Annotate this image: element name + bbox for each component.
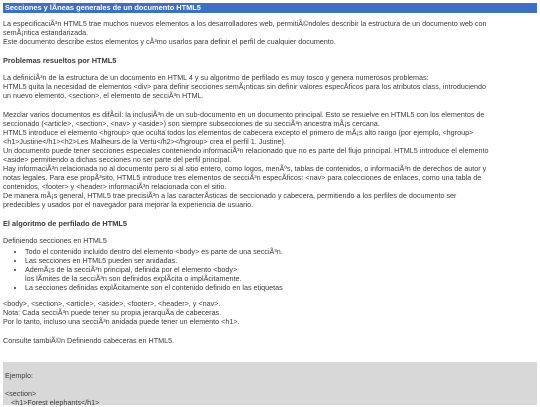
paragraph-line: La definiciÃ³n de la estructura de un documento en HTML 4 y su algoritmo de perfilado es muy tosco y genera numerosos problemas: [3,73,429,82]
list-item [25,256,535,265]
intro-line: La especificaciÃ³n HTML5 trae muchos nuevos elementos a los desarrolladores web, permitiÃ©ndoles describir la estructura de un documento web con [3,19,487,28]
page-title: Secciones y lÃneas generales de un documento HTML5 [5,3,201,12]
paragraph-line: predecibles y usados por el navegador para mejorar la experiencia de usuario. [3,200,254,209]
intro-paragraph [3,19,535,46]
tags-note-paragraph [3,299,535,326]
paragraph-line: Mezclar varios documentos es difÃcil: la inclusiÃ³n de un sub-documento en un documento principal. Esto se resuelve en HTML5 con los elementos de [3,110,485,119]
list-item-text: Todo el contenido incluido dentro del elemento <body> es parte de una secciÃ³n. [25,247,283,256]
paragraph-line: <aside> permitiendo a dichas secciones no ser parte del perfil principal. [3,155,232,164]
paragraph-line: De manera mÃ¡s general, HTML5 trae precisiÃ³n a las caracterÃsticas de seccionado y cabecera, permitiendo a los perfiles de documento ser [3,191,457,200]
paragraph-line: Nota: Cada secciÃ³n puede tener su propia jerarquÃa de cabeceras. [3,308,222,317]
example-label: Ejemplo: [5,371,33,380]
paragraph-line: Hay informaciÃ³n relacionada no al documento pero si al sitio entero, como logos, menÃºs, tablas de contenidos, o informaciÃ³n de derechos de autor y [3,164,487,173]
paragraph-line: un nuevo elemento, <section>, el elemento de secciÃ³n HTML. [3,91,204,100]
list-item [25,265,535,283]
see-also-link[interactable]: Consulte tambiÃ©n Definiendo cabeceras en HTML5. [3,336,175,345]
list-item-text: los lÃmites de la secciÃ³n son definidos explÃcita o implÃcitamente. [25,274,242,283]
paragraph-line: seccionado (<article>, <section>, <nav> y <aside>) son siempre subsecciones de su secciÃ³n ancestra mÃ¡s cercana. [3,119,380,128]
list-item-text: Las secciones en HTML5 pueden ser anidadas. [25,256,178,265]
paragraph-line: notas legales. Para ese propÃ³sito, HTML5 introduce tres elementos de secciÃ³n especÃficos: <nav> para colecciones de enlaces, como una tabla de [3,173,482,182]
paragraph-line: Por lo tanto, incluso una secciÃ³n anidada puede tener un elemento <h1>. [3,317,240,326]
intro-line: Este documento describe estos elementos y cÃ³mo usarlos para definir el perfil de cualquier documento. [3,37,336,46]
document-body [3,19,535,345]
problems-paragraph-2 [3,110,535,209]
defining-sections-intro: Definiendo secciones en HTML5 [3,236,107,245]
section-heading-outline-algorithm: El algoritmo de perfilado de HTML5 [3,219,128,228]
list-item-text: AdemÃ¡s de la secciÃ³n principal, definida por el elemento <body> [25,265,238,274]
paragraph-line: HTML5 introduce el elemento <hgroup> que oculta todos los elementos de cabecera excepto el primero de mÃ¡s alto rango (por ejemplo, <hgroup> [3,128,474,137]
code-line: <h1>Forest elephants</h1> [11,398,100,407]
code-line: <section> [5,389,37,398]
sections-bullet-list [3,247,535,292]
code-example-box [3,362,537,405]
list-item [25,247,535,256]
page-title-bar [3,3,537,13]
problems-paragraph-1 [3,73,535,100]
intro-line: semÃ¡ntica estandarizada. [3,28,89,37]
paragraph-line: Un documento puede tener secciones especiales conteniendo informaciÃ³n relacionado que no es parte del flujo principal. HTML5 introduce el elemento [3,146,489,155]
list-item [25,283,535,292]
section-heading-problems: Problemas resueltos por HTML5 [3,56,117,65]
paragraph-line: <h1>Justine</h1><h2>Les Malheurs de la Vertu</h2></hgroup> crea el perfil 1. Justine). [3,137,286,146]
list-item-text: La secciones definidas explÃcitamente son el contenido definido en las etiquetas [25,283,283,292]
paragraph-line: <body>, <section>, <article>, <aside>, <footer>, <header>, y <nav>. [3,299,221,308]
paragraph-line: HTML5 quita la necesidad de elementos <div> para definir secciones semÃ¡nticas sin definir valores especÃficos para los atributos class, introduciendo [3,82,487,91]
paragraph-line: contenidos, <footer> y <header> informaciÃ³n relacionada con el sitio. [3,182,227,191]
